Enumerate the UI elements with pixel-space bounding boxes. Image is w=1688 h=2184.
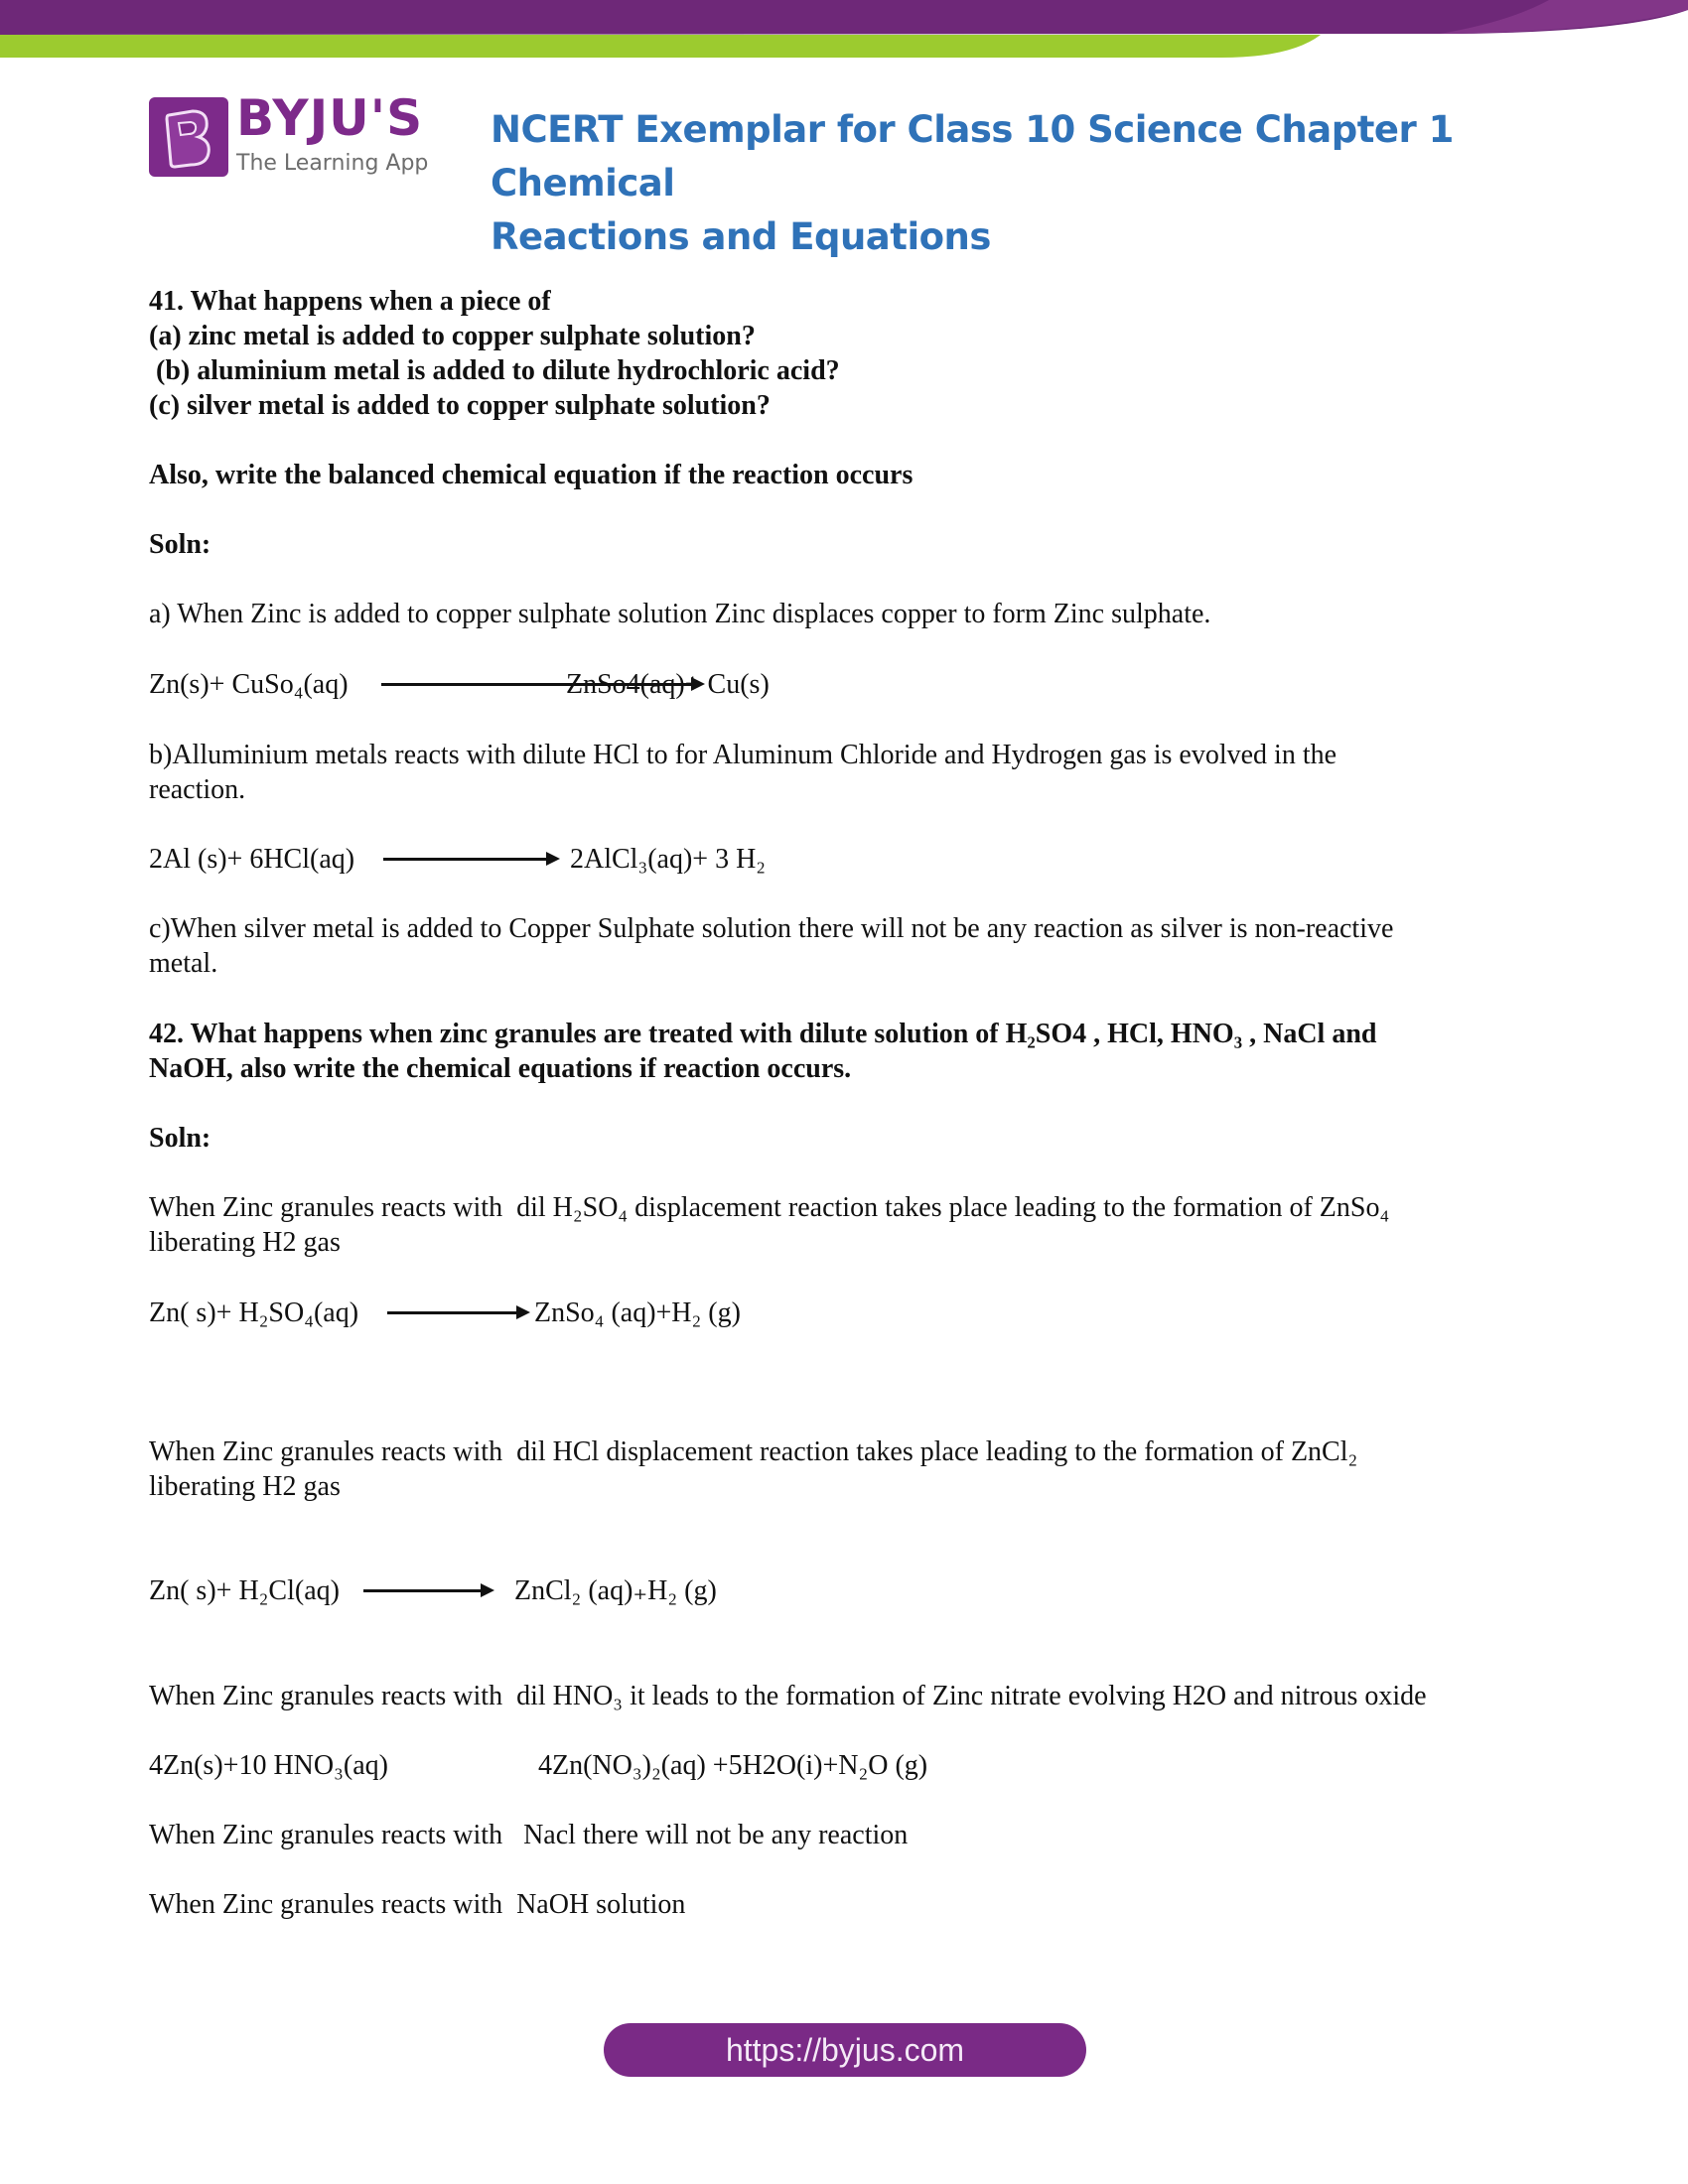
reaction-arrow-icon xyxy=(383,858,556,861)
header-decorative-band xyxy=(0,0,1688,60)
question-41-instruction: Also, write the balanced chemical equation if the reaction occurs xyxy=(149,460,914,490)
byjus-logo xyxy=(149,89,437,181)
question-41-line-2: (a) zinc metal is added to copper sulphate solution? xyxy=(149,321,756,351)
equation-42-h2so4 xyxy=(149,1296,844,1330)
answer-42-h2so4-line-2: liberating H2 gas xyxy=(149,1227,341,1258)
answer-41c-line-2: metal. xyxy=(149,948,218,979)
answer-41b-line-1: b)Alluminium metals reacts with dilute HCl to for Aluminum Chloride and Hydrogen gas is evolved in the xyxy=(149,740,1337,770)
equation-rhs: 2AlCl₃(aq)+ 3 H₂ xyxy=(570,844,767,875)
logo-tagline: The Learning App xyxy=(236,151,429,176)
equation-rhs: ZnSo₄ (aq)+H₂ (g) xyxy=(534,1297,741,1328)
answer-42-naoh-line: When Zinc granules reacts with NaOH solution xyxy=(149,1889,686,1920)
byjus-b-logo-icon xyxy=(149,97,228,177)
answer-42-hno3-line: When Zinc granules reacts with dil HNO₃ it leads to the formation of Zinc nitrate evolving H2O and nitrous oxide xyxy=(149,1681,1427,1711)
answer-42-hcl-line-2: liberating H2 gas xyxy=(149,1471,341,1502)
equation-rhs: ZnCl₂ (aq)₊H₂ (g) xyxy=(514,1575,717,1606)
answer-42-nacl-line: When Zinc granules reacts with Nacl there will not be any reaction xyxy=(149,1820,909,1850)
equation-41b xyxy=(149,842,844,877)
equation-42-hcl xyxy=(149,1573,844,1608)
footer-url-link[interactable]: https://byjus.com xyxy=(604,2023,1086,2077)
question-42-line-2: NaOH, also write the chemical equations if reaction occurs. xyxy=(149,1053,852,1084)
equation-lhs: Zn( s)+ H₂Cl(aq) xyxy=(149,1575,340,1606)
reaction-arrow-icon xyxy=(387,1311,526,1314)
equation-41a xyxy=(149,667,844,702)
question-41-line-4: (c) silver metal is added to copper sulphate solution? xyxy=(149,390,771,421)
page-title xyxy=(491,103,1583,264)
reaction-arrow-icon xyxy=(363,1589,491,1592)
answer-41a: a) When Zinc is added to copper sulphate solution Zinc displaces copper to form Zinc sulphate. xyxy=(149,599,1211,629)
answer-42-hcl-line-1: When Zinc granules reacts with dil HCl displacement reaction takes place leading to the formation of ZnCl₂ xyxy=(149,1436,1358,1467)
solution-label: Soln: xyxy=(149,529,211,560)
question-41-line-3: (b) aluminium metal is added to dilute hydrochloric acid? xyxy=(149,355,840,386)
equation-rhs: ZnSo4(aq)+ Cu(s) xyxy=(566,669,770,700)
logo-wordmark: BYJU'S xyxy=(236,89,424,147)
answer-41b-line-2: reaction. xyxy=(149,774,246,805)
page-title-line-2: Reactions and Equations xyxy=(491,215,991,258)
equation-rhs: 4Zn(NO₃)₂(aq) +5H2O(i)+N₂O (g) xyxy=(538,1750,928,1781)
equation-lhs: 2Al (s)+ 6HCl(aq) xyxy=(149,844,355,875)
answer-41c-line-1: c)When silver metal is added to Copper Sulphate solution there will not be any reaction as silver is non-reactive xyxy=(149,913,1394,944)
equation-42-hno3 xyxy=(149,1748,1043,1783)
equation-lhs: Zn( s)+ H₂SO₄(aq) xyxy=(149,1297,359,1328)
answer-42-h2so4-line-1: When Zinc granules reacts with dil H₂SO₄ displacement reaction takes place leading to the formation of ZnSo₄ xyxy=(149,1192,1390,1223)
equation-lhs: 4Zn(s)+10 HNO₃(aq) xyxy=(149,1750,388,1781)
question-42-line-1: 42. What happens when zinc granules are treated with dilute solution of H₂SO4 , HCl, HNO₃ , NaCl and xyxy=(149,1019,1377,1049)
equation-lhs: Zn(s)+ CuSo₄(aq) xyxy=(149,669,349,700)
question-41-line-1: 41. What happens when a piece of xyxy=(149,286,551,317)
page-title-line-1: NCERT Exemplar for Class 10 Science Chapter 1 Chemical xyxy=(491,108,1454,205)
solution-label: Soln: xyxy=(149,1123,211,1154)
